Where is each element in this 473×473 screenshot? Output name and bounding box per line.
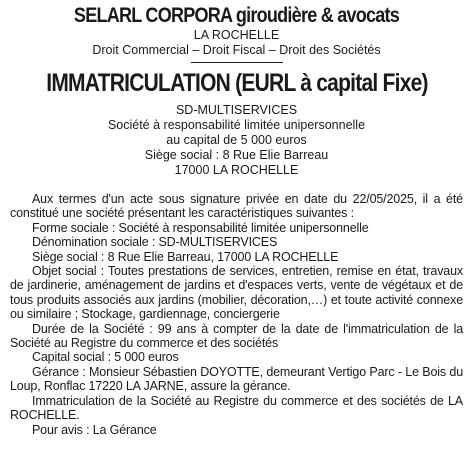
company-postal: 17000 LA ROCHELLE [174, 163, 299, 177]
firm-name: SELARL CORPORA giroudière & avocats [73, 4, 400, 27]
firm-city: LA ROCHELLE [193, 28, 280, 42]
body-paragraph-denomination: Dénomination sociale : SD-MULTISERVICES [32, 235, 278, 250]
body-paragraph-registration: Immatriculation de la Société au Registre du commerce et des sociétés de LA ROCHELLE. [10, 393, 463, 423]
company-name: SD-MULTISERVICES [175, 103, 298, 117]
practice-areas: Droit Commercial – Droit Fiscal – Droit des Sociétés [92, 43, 381, 57]
company-summary [10, 103, 463, 178]
header-divider [191, 62, 283, 63]
body-paragraph-seat: Siège social : 8 Rue Elie Barreau, 17000 LA ROCHELLE [32, 249, 339, 264]
body-paragraph-purpose: Objet social : Toutes prestations de services, entretien, remise en état, travaux de jardinerie, aménagement de jardins et d'espaces verts, vente de végétaux et de tous produits associés aux jardins (mobilier, décoration,…) et toute activité connexe ou similaire ; Stockage, gardiennage, conciergerie [10, 264, 463, 322]
company-capital: au capital de 5 000 euros [166, 133, 307, 147]
company-seat: Siège social : 8 Rue Elie Barreau [144, 148, 329, 162]
notice-title-block [10, 69, 463, 97]
body-paragraph-signoff: Pour avis : La Gérance [32, 422, 157, 437]
body-paragraph-intro: Aux termes d'un acte sous signature privée en date du 22/05/2025, il a été constitué une société présentant les caractéristiques suivantes : [10, 192, 463, 221]
notice-body [10, 192, 463, 437]
body-paragraph-capital: Capital social : 5 000 euros [32, 350, 179, 365]
company-form: Société à responsabilité limitée unipersonnelle [107, 118, 366, 132]
firm-header [10, 4, 463, 63]
body-paragraph-duration: Durée de la Société : 99 ans à compter de la date de l'immatriculation de la Société au Registre du commerce et des sociétés [10, 321, 463, 351]
body-paragraph-form: Forme sociale : Société à responsabilité limitée unipersonnelle [32, 220, 369, 235]
notice-title: IMMATRICULATION (EURL à capital Fixe) [46, 69, 428, 97]
body-paragraph-management: Gérance : Monsieur Sébastien DOYOTTE, demeurant Vertigo Parc - Le Bois du Loup, Ronflac 17220 LA JARNE, assure la gérance. [10, 364, 463, 394]
